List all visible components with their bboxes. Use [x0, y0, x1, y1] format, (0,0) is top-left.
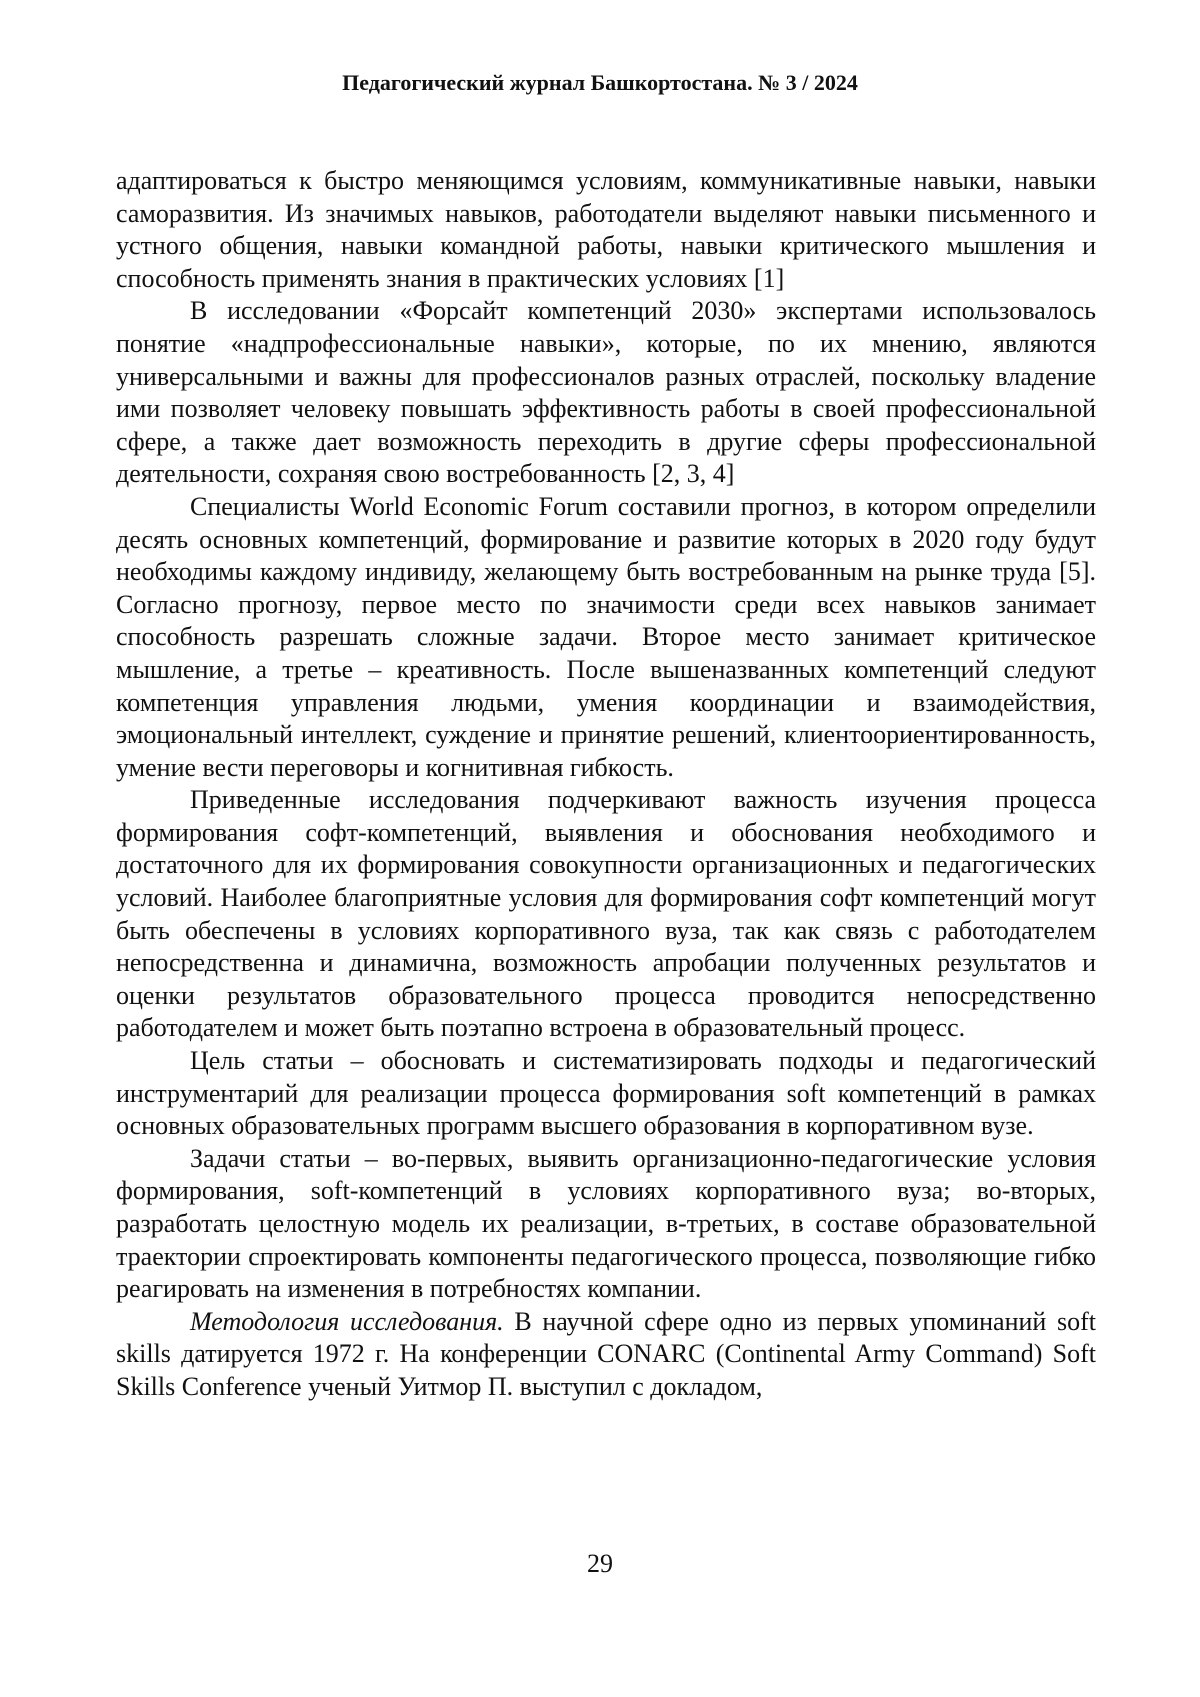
- paragraph-article-tasks: Задачи статьи – во-первых, выявить организационно-педагогические условия формирования, soft-компетенций в условиях корпоративного вуза; во-вторых, разработать целостную модель их реализации, в-третьих, в составе образовательной траектории спроектировать компоненты педагогического процесса, позволяющие гибко реагировать на изменения в потребностях компании.: [116, 1143, 1096, 1304]
- paragraph-methodology: [116, 1306, 1096, 1404]
- methodology-text: В научной сфере одно из первых упоминаний soft skills датируется 1972 г. На конференции CONARC (Continental Army Command) Soft Skills Conference ученый Уитмор П. выступил с докладом,: [116, 1306, 1096, 1401]
- page-number: 29: [587, 1549, 613, 1578]
- paragraph-foresight: В исследовании «Форсайт компетенций 2030» экспертами использовалось понятие «надпрофессиональные навыки», которые, по их мнению, являются универсальными и важны для профессионалов разных отраслей, поскольку владение ими позволяет человеку повышать эффективность работы в своей профессиональной сфере, а также дает возможность переходить в другие сферы профессиональной деятельности, сохраняя свою востребованность [2, 3, 4]: [116, 296, 1096, 489]
- methodology-heading: Методология исследования.: [190, 1306, 504, 1336]
- article-body: [116, 165, 1096, 1404]
- journal-header: Педагогический журнал Башкортостана. № 3 / 2024: [342, 70, 858, 95]
- paragraph-article-goal: Цель статьи – обосновать и систематизировать подходы и педагогический инструментарий для реализации процесса формирования soft компетенций в рамках основных образовательных программ высшего образования в корпоративном вузе.: [116, 1046, 1096, 1141]
- paragraph-continuation: адаптироваться к быстро меняющимся условиям, коммуникативные навыки, навыки саморазвития. Из значимых навыков, работодатели выделяют навыки письменного и устного общения, навыки командной работы, навыки критического мышления и способность применять знания в практических условиях [1]: [116, 166, 1096, 293]
- paragraph-research-importance: Приведенные исследования подчеркивают важность изучения процесса формирования софт-компетенций, выявления и обоснования необходимого и достаточного для их формирования совокупности организационных и педагогических условий. Наиболее благоприятные условия для формирования софт компетенций могут быть обеспечены в условиях корпоративного вуза, так как связь с работодателем непосредственна и динамична, возможность апробации полученных результатов и оценки результатов образовательного процесса проводится непосредственно работодателем и может быть поэтапно встроена в образовательный процесс.: [116, 785, 1096, 1043]
- paragraph-wef-forecast: Специалисты World Economic Forum составили прогноз, в котором определили десять основных компетенций, формирование и развитие которых в 2020 году будут необходимы каждому индивиду, желающему быть востребованным на рынке труда [5]. Согласно прогнозу, первое место по значимости среди всех навыков занимает способность разрешать сложные задачи. Второе место занимает критическое мышление, а третье – креативность. После вышеназванных компетенций следуют компетенция управления людьми, умения координации и взаимодействия, эмоциональный интеллект, суждение и принятие решений, клиентоориентированность, умение вести переговоры и когнитивная гибкость.: [116, 491, 1096, 782]
